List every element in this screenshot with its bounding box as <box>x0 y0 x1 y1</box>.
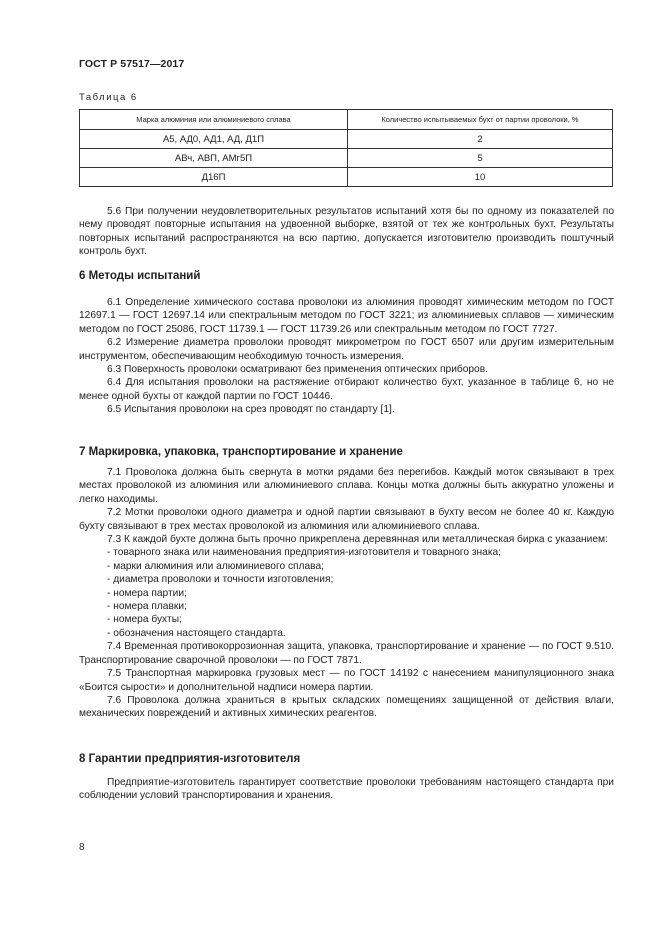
list-item: - товарного знака или наименования предприятия-изготовителя и товарного знака; <box>107 547 502 559</box>
paragraph-7-3: 7.3 К каждой бухте должна быть прочно прикреплена деревянная или металлическая бирка с указанием: <box>107 534 608 546</box>
paragraph-5-6: 5.6 При получении неудовлетворительных результатов испытаний хотя бы по одному из показателей по нему проводят повторные испытания на удвоенной выборке, взятой от тех же контрольных бухт. Результаты повторных испытаний распространяются на всю партию, допускается изготовителю производить поштучный контроль бухт. <box>79 206 614 258</box>
table-caption: Таблица 6 <box>79 92 138 103</box>
table-header-cell: Количество испытываемых бухт от партии проволоки, % <box>348 110 613 130</box>
section-6-title: 6 Методы испытаний <box>79 270 201 282</box>
section-6-body <box>79 296 614 417</box>
table-cell: Д16П <box>80 168 348 187</box>
section-7-body <box>79 466 614 721</box>
table-cell: 2 <box>348 130 613 149</box>
table-row <box>80 168 613 187</box>
table-header-row <box>80 110 613 130</box>
paragraph-5-6-block <box>79 205 614 259</box>
list-item: - обозначения настоящего стандарта. <box>107 627 286 639</box>
paragraph-6-3: 6.3 Поверхность проволоки осматривают без применения оптических приборов. <box>107 364 488 376</box>
paragraph-7-4: 7.4 Временная противокоррозионная защита, упаковка, транспортирование и хранение — по ГОСТ 9.510. Транспортирование сварочной проволоки — по ГОСТ 7871. <box>79 641 614 666</box>
table-cell: 5 <box>348 149 613 168</box>
list-item: - номера партии; <box>107 587 187 599</box>
paragraph-8: Предприятие-изготовитель гарантирует соответствие проволоки требованиям настоящего стандарта при соблюдении условий транспортирования и хранения. <box>79 777 614 802</box>
paragraph-7-1: 7.1 Проволока должна быть свернута в мотки рядами без перегибов. Каждый моток связывают в трех местах проволокой из алюминия или алюминиевого сплава. Концы мотка должны быть аккуратно уложены и легко находимы. <box>79 467 614 505</box>
page-number: 8 <box>79 842 85 853</box>
list-item: - диаметра проволоки и точности изготовления; <box>107 574 334 586</box>
paragraph-7-6: 7.6 Проволока должна храниться в крытых складских помещениях защищенной от действия влаги, механических повреждений и активных химических реагентов. <box>79 694 614 720</box>
section-7-title: 7 Маркировка, упаковка, транспортирование и хранение <box>79 446 403 458</box>
paragraph-7-2: 7.2 Мотки проволоки одного диаметра и одной партии связывают в бухту весом не более 40 кг. Каждую бухту связывают в трех местах проволокой из алюминия или алюминиевого сплава. <box>79 507 614 532</box>
table-cell: АВч, АВП, АМг5П <box>80 149 348 168</box>
table-cell: А5, АД0, АД1, АД, Д1П <box>80 130 348 149</box>
section-8-title: 8 Гарантии предприятия-изготовителя <box>79 753 301 765</box>
paragraph-6-2: 6.2 Измерение диаметра проволоки проводят микрометром по ГОСТ 6507 или другим измерительным инструментом, обеспечивающим необходимую точность измерения. <box>79 337 614 362</box>
list-item: - номера плавки; <box>107 601 187 613</box>
table-header-cell: Марка алюминия или алюминиевого сплава <box>80 110 348 130</box>
list-item: - номера бухты; <box>107 614 182 626</box>
paragraph-6-1: 6.1 Определение химического состава проволоки из алюминия проводят химическим методом по ГОСТ 12697.1 — ГОСТ 12697.14 или спектральным методом по ГОСТ 3221; из алюминиевых сплавов — химическим методом по ГОСТ 25086, ГОСТ 11739.1 — ГОСТ 11739.26 или спектральным методом по ГОСТ 7727. <box>79 297 614 335</box>
table-row <box>80 130 613 149</box>
list-item: - марки алюминия или алюминиевого сплава; <box>107 560 324 572</box>
paragraph-6-4: 6.4 Для испытания проволоки на растяжение отбирают количество бухт, указанное в таблице 6, но не менее одной бухты от каждой партии по ГОСТ 10446. <box>79 377 614 402</box>
standard-header: ГОСТ Р 57517—2017 <box>79 58 185 70</box>
table-row <box>80 149 613 168</box>
paragraph-6-5: 6.5 Испытания проволоки на срез проводят по стандарту [1]. <box>107 404 395 416</box>
paragraph-7-5: 7.5 Транспортная маркировка грузовых мест — по ГОСТ 14192 с нанесением манипуляционного знака «Боится сырости» и дополнительной надписи номера партии. <box>79 668 614 693</box>
table-cell: 10 <box>348 168 613 187</box>
section-8-body <box>79 776 614 803</box>
table-6 <box>79 109 613 187</box>
